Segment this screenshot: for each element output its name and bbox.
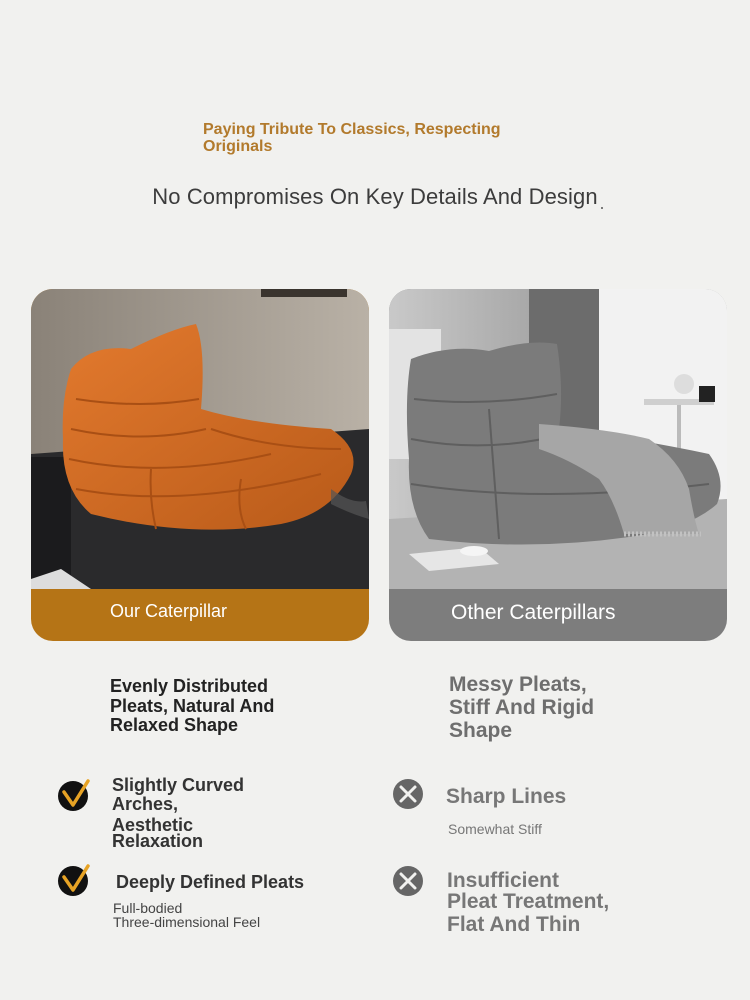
other-summary: Messy Pleats, Stiff And Rigid Shape	[449, 673, 595, 742]
orange-caterpillar-sofa-photo	[31, 289, 369, 589]
feature-title: Insufficient	[447, 869, 560, 892]
headline: No Compromises On Key Details And Design	[152, 184, 598, 209]
feature-title: Deeply Defined Pleats	[116, 872, 305, 892]
other-feature-1	[446, 786, 666, 808]
card-other-caterpillars	[389, 289, 727, 641]
decorative-dot	[601, 207, 603, 209]
card-label-other: Other Caterpillars	[451, 601, 616, 624]
card-our-caterpillar	[31, 289, 369, 641]
ours-feature-2-sub	[113, 901, 333, 929]
feature-subtitle: Somewhat Stiff	[448, 821, 542, 837]
feature-title: Slightly Curved	[112, 775, 245, 795]
other-feature-2	[447, 870, 687, 938]
ours-feature-2	[116, 873, 336, 892]
cross-icon	[392, 778, 424, 810]
feature-subtitle: Full-bodied	[113, 900, 183, 916]
card-label-ours: Our Caterpillar	[110, 601, 228, 621]
feature-title: Relaxation	[112, 831, 204, 851]
feature-subtitle: Three-dimensional Feel	[113, 914, 261, 930]
feature-title: Arches,	[112, 794, 179, 814]
check-icon	[57, 777, 91, 811]
gray-caterpillar-sofa-photo	[389, 289, 727, 589]
check-icon	[57, 862, 91, 896]
tagline: Paying Tribute To Classics, Respecting Originals	[203, 121, 501, 155]
ours-summary: Evenly Distributed Pleats, Natural And Relaxed Shape	[110, 676, 275, 735]
feature-title: Flat And Thin	[447, 913, 581, 936]
feature-title: Sharp Lines	[446, 785, 567, 808]
feature-title: Pleat Treatment,	[447, 890, 610, 913]
feature-title: Aesthetic	[112, 815, 194, 835]
cross-icon	[392, 865, 424, 897]
ours-feature-1	[112, 776, 312, 849]
other-feature-1-sub	[448, 822, 668, 837]
